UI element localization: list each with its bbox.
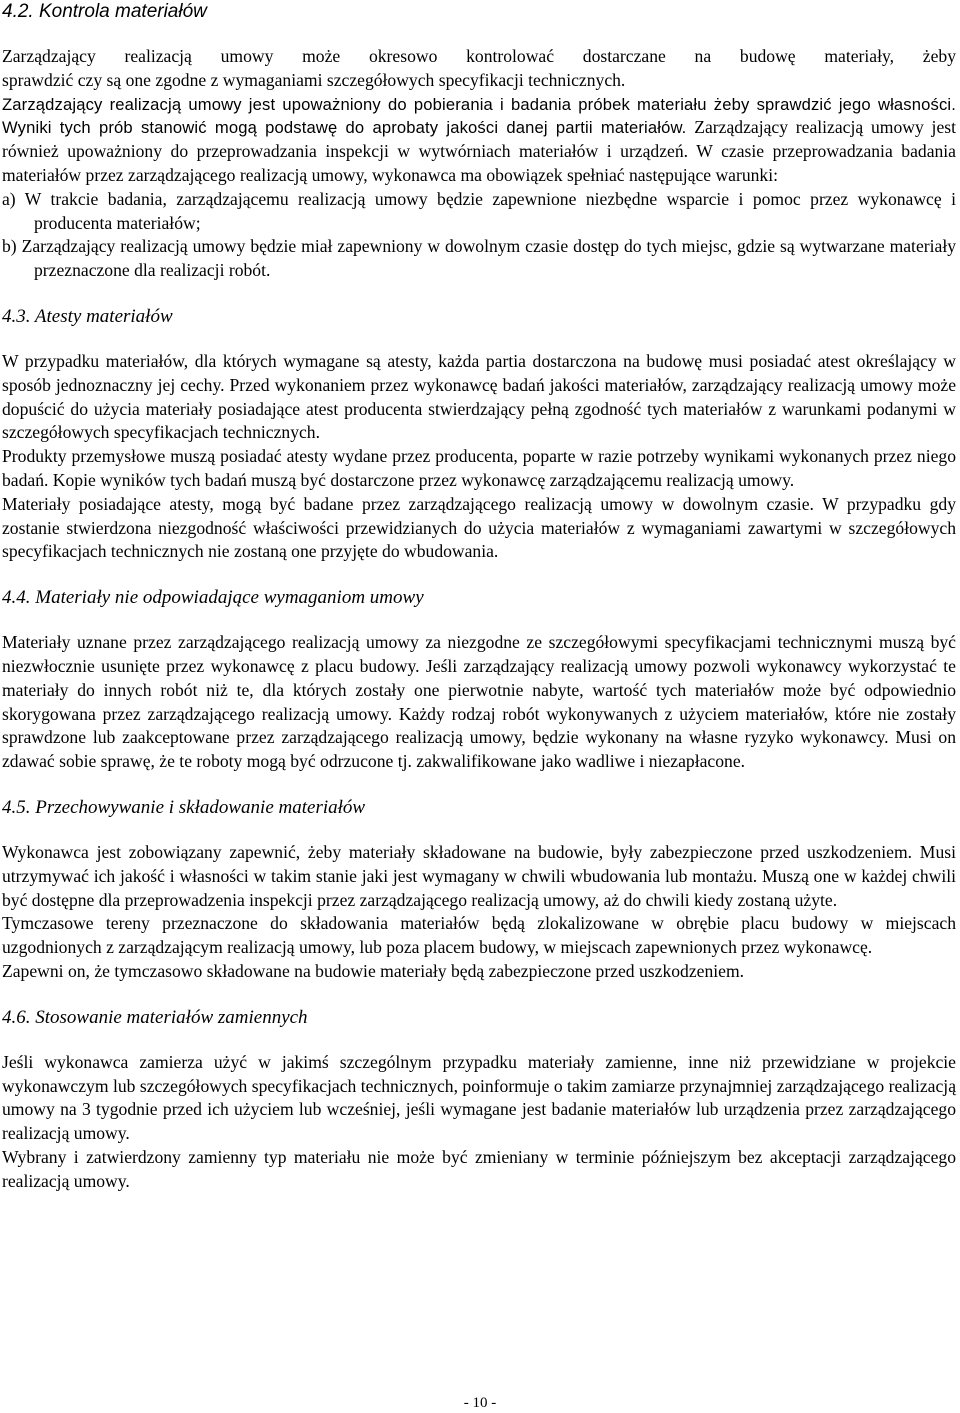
section-4-3-body (2, 350, 956, 564)
paragraph: Zapewni on, że tymczasowo składowane na budowie materiały będą zabezpieczone przed uszkodzeniem. (2, 960, 745, 981)
paragraph: sprawdzić czy są one zgodne z wymaganiami szczegółowych specyfikacji technicznych. (2, 69, 626, 90)
paragraph-text: Zarządzający realizacją umowy jest również upoważniony do przeprowadzania inspekcji w wytwórniach materiałów i urządzeń. (2, 117, 956, 162)
paragraph: Tymczasowe tereny przeznaczone do składowania materiałów będą zlokalizowane w obrębie placu budowy w miejscach uzgodnionych z zarządzającym realizacją umowy, lub poza placem budowy, w miejscach zapewnionych przez wykonawcę. (2, 913, 956, 958)
paragraph: Materiały posiadające atesty, mogą być badane przez zarządzającego realizacją umowy w dowolnym czasie. W przypadku gdy zostanie stwierdzona niezgodność właściwości przewidzianych do użycia materiałów z wymaganiami zawartymi w szczegółowych specyfikacjach technicznych nie zostaną one przyjęte do wbudowania. (2, 493, 956, 562)
paragraph: Wykonawca jest zobowiązany zapewnić, żeby materiały składowane na budowie, były zabezpieczone przed uszkodzeniem. Musi utrzymywać ich jakość i własności w takim stanie jaki jest wymagany w chwili wbudowania lub montażu. Muszą one w każdej chwili być dostępne dla przeprowadzenia inspekcji przez zarządzającego realizacją umowy, aż do chwili kiedy zostaną użyte. (2, 841, 956, 910)
section-4-6-body (2, 1051, 956, 1194)
page-number: - 10 - (463, 1395, 497, 1411)
list-item: b) Zarządzający realizacją umowy będzie miał zapewniony w dowolnym czasie dostęp do tych miejsc, gdzie są wytwarzane materiały przeznaczone dla realizacji robót. (2, 236, 956, 281)
paragraph (2, 93, 956, 188)
section-4-4-body (2, 631, 956, 774)
paragraph: W przypadku materiałów, dla których wymagane są atesty, każda partia dostarczona na budowę musi posiadać atest określający w sposób jednoznaczny jej cechy. Przed wykonaniem przez wykonawcę badań jakości materiałów, zarządzający realizacją umowy może dopuścić do użycia materiały posiadające atest producenta stwierdzający pełną zgodność tych materiałów z warunkami podanymi w szczegółowych specyfikacjach technicznych. (2, 350, 956, 443)
paragraph-sans-text: Zarządzający realizacją umowy jest upoważniony do pobierania i badania próbek materiału żeby sprawdzić jego własności. Wyniki tych prób stanowić mogą podstawę do aprobaty jakości danej partii materiałów. (2, 94, 956, 138)
section-title-4-6: 4.6. Stosowanie materiałów zamiennych (2, 1006, 308, 1028)
section-4-5-body (2, 841, 956, 984)
section-title-4-3: 4.3. Atesty materiałów (2, 305, 173, 327)
paragraph: Produkty przemysłowe muszą posiadać atesty wydane przez producenta, poparte w razie potrzeby wynikami wykonanych przez niego badań. Kopie wyników tych badań muszą być dostarczone przez wykonawcę zarządzającemu realizacją umowy. (2, 446, 956, 490)
section-4-2-body (2, 45, 956, 283)
paragraph-text: W czasie przeprowadzania badania materiałów przez zarządzającego realizacją umowy, wykonawca ma obowiązek spełniać następujące warunki: (2, 141, 956, 185)
document-page (2, 0, 956, 1193)
section-title-4-2: 4.2. Kontrola materiałów (2, 1, 207, 22)
paragraph: Zarządzający realizacją umowy może okresowo kontrolować dostarczane na budowę materiały, żeby (2, 46, 956, 66)
list-item: a) W trakcie badania, zarządzającemu realizacją umowy będzie zapewnione niezbędne wsparcie i pomoc przez wykonawcę i producenta materiałów; (2, 188, 956, 233)
paragraph: Wybrany i zatwierdzony zamienny typ materiału nie może być zmieniany w terminie późniejszym bez akceptacji zarządzającego realizacją umowy. (2, 1146, 956, 1191)
paragraph: Jeśli wykonawca zamierza użyć w jakimś szczególnym przypadku materiały zamienne, inne niż przewidziane w projekcie wykonawczym lub szczegółowych specyfikacjach technicznych, poinformuje o takim zamiarze przynajmniej zarządzającego realizacją umowy na 3 tygodnie przed ich użyciem lub wcześniej, jeśli wymagane jest badanie materiałów lub urządzenia przez zarządzającego realizacją umowy. (2, 1051, 956, 1144)
section-title-4-4: 4.4. Materiały nie odpowiadające wymaganiom umowy (2, 587, 424, 609)
section-title-4-5: 4.5. Przechowywanie i składowanie materiałów (2, 796, 366, 818)
paragraph: Materiały uznane przez zarządzającego realizacją umowy za niezgodne ze szczegółowymi specyfikacjami technicznymi muszą być niezwłocznie usunięte przez wykonawcę z placu budowy. Jeśli zarządzający realizacją umowy pozwoli wykonawcy wykorzystać te materiały do innych robót niż te, dla których zostały one pierwotnie nabyte, wartość tych materiałów może być odpowiednio skorygowana przez zarządzającego realizacją umowy. Każdy rodzaj robót wykonywanych z użyciem materiałów, które nie zostały sprawdzone lub zaakceptowane przez zarządzającego realizacją umowy, będzie wykonany na własne ryzyko wykonawcy. Musi on zdawać sobie sprawę, że te roboty mogą być odrzucone tj. zakwalifikowane jako wadliwe i niezapłacone. (2, 632, 956, 772)
